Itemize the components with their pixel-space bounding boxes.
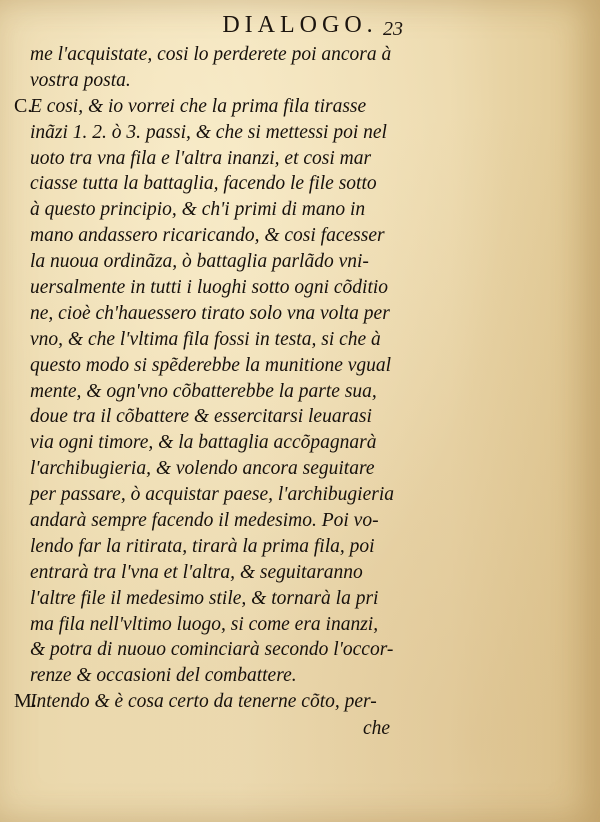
line-text: E cosi, & io vorrei che la prima fila tirasse bbox=[30, 95, 367, 117]
text-line bbox=[14, 430, 434, 456]
text-line bbox=[14, 68, 434, 94]
text-line bbox=[14, 223, 434, 249]
line-text: questo modo si spẽderebbe la munitione vgual bbox=[30, 354, 392, 376]
line-text: mente, & ogn'vno cõbatterebbe la parte sua, bbox=[30, 380, 377, 402]
line-text: vno, & che l'vltima fila fossi in testa, si che à bbox=[30, 328, 381, 350]
text-line bbox=[14, 612, 434, 638]
text-line bbox=[14, 663, 434, 689]
line-text: l'altre file il medesimo stile, & tornarà la pri bbox=[30, 587, 379, 609]
line-text: mano andassero ricaricando, & cosi facesser bbox=[30, 225, 385, 247]
text-line bbox=[14, 94, 434, 120]
text-line bbox=[14, 689, 434, 715]
speaker-label: M. bbox=[14, 690, 37, 713]
text-line bbox=[14, 146, 434, 172]
text-line bbox=[14, 275, 434, 301]
line-text: inãzi 1. 2. ò 3. passi, & che si mettessi poi nel bbox=[30, 121, 387, 143]
line-text: ciasse tutta la battaglia, facendo le file sotto bbox=[30, 173, 377, 195]
page-number: 23 bbox=[383, 18, 403, 40]
line-text: andarà sempre facendo il medesimo. Poi vo- bbox=[30, 510, 379, 532]
speaker-label: C. bbox=[14, 94, 33, 117]
line-text: à questo principio, & ch'i primi di mano in bbox=[30, 199, 366, 221]
catchword: che bbox=[363, 718, 391, 739]
line-text: vostra posta. bbox=[30, 69, 131, 91]
text-line bbox=[14, 42, 434, 68]
text-line bbox=[14, 120, 434, 146]
text-line bbox=[14, 379, 434, 405]
line-text: lendo far la ritirata, tirarà la prima fila, poi bbox=[30, 535, 375, 557]
line-text: ma fila nell'vltimo luogo, si come era inanzi, bbox=[30, 613, 379, 635]
running-title: DIALOGO. bbox=[222, 12, 378, 38]
text-line bbox=[14, 456, 434, 482]
text-block bbox=[14, 42, 434, 715]
page-header bbox=[0, 12, 600, 42]
line-text: renze & occasioni del combattere. bbox=[30, 665, 297, 687]
line-text: Intendo & è cosa certo da tenerne cõto, per- bbox=[30, 691, 377, 713]
line-text: & potra di nuouo cominciarà secondo l'occor- bbox=[30, 639, 394, 661]
line-text: la nuoua ordinãza, ò battaglia parlãdo vni- bbox=[30, 251, 369, 273]
text-line bbox=[14, 327, 434, 353]
text-line bbox=[14, 353, 434, 379]
text-line bbox=[14, 249, 434, 275]
line-text: l'archibugieria, & volendo ancora seguitare bbox=[30, 458, 375, 480]
text-line bbox=[14, 482, 434, 508]
text-line bbox=[14, 197, 434, 223]
text-line bbox=[14, 586, 434, 612]
text-line bbox=[14, 301, 434, 327]
text-line bbox=[14, 171, 434, 197]
text-line bbox=[14, 404, 434, 430]
line-text: per passare, ò acquistar paese, l'archibugieria bbox=[30, 484, 394, 506]
line-text: via ogni timore, & la battaglia accõpagnarà bbox=[30, 432, 377, 454]
line-text: me l'acquistate, cosi lo perderete poi ancora à bbox=[30, 44, 392, 65]
text-line bbox=[14, 534, 434, 560]
line-text: ne, cioè ch'hauessero tirato solo vna volta per bbox=[30, 302, 390, 324]
line-text: entrarà tra l'vna et l'altra, & seguitaranno bbox=[30, 561, 363, 583]
text-line bbox=[14, 637, 434, 663]
line-text: uoto tra vna fila e l'altra inanzi, et cosi mar bbox=[30, 147, 372, 169]
line-text: uersalmente in tutti i luoghi sotto ogni cõditio bbox=[30, 277, 389, 299]
line-text: doue tra il cõbattere & essercitarsi leuarasi bbox=[30, 406, 372, 428]
text-line bbox=[14, 560, 434, 586]
text-line bbox=[14, 508, 434, 534]
